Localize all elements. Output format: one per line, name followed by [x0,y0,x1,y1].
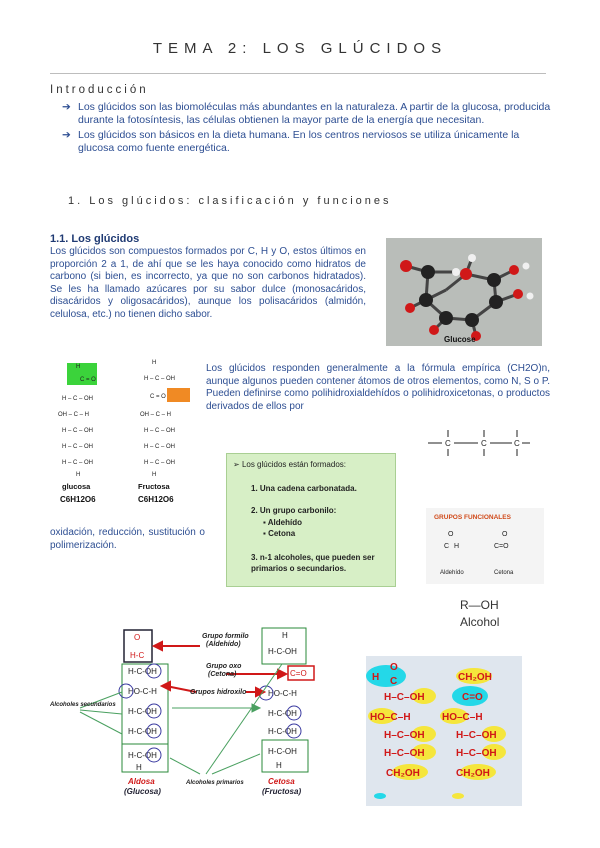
linear-structures [40,356,190,514]
aldosa-glucosa: (Glucosa) [124,787,161,796]
section-heading: 1. Los glúcidos: clasificación y funciones [68,195,392,207]
svg-text:C=O: C=O [290,669,307,678]
glucosa-label: glucosa [62,482,91,491]
svg-text:H-C-OH: H-C-OH [268,747,297,756]
composition-item-1: 1. Una cadena carbonatada. [251,484,357,493]
carbon-chain [420,428,530,498]
svg-text:H-C-OH: H-C-OH [268,647,297,656]
fructosa-formula: C6H12O6 [138,495,174,504]
svg-text:HO–C–H: HO–C–H [370,712,411,723]
svg-text:CH₂OH: CH₂OH [456,768,490,779]
svg-text:HO-C-H: HO-C-H [268,689,297,698]
composition-lead: ➢ Los glúcidos están formados: [233,460,346,469]
svg-text:OH – C – H: OH – C – H [140,412,172,418]
svg-text:H–C–OH: H–C–OH [384,748,425,759]
glucosa-formula: C6H12O6 [60,495,96,504]
svg-text:H – C – OH: H – C – OH [62,460,94,466]
hidroxilo-label: Grupos hidroxilo [190,689,247,696]
svg-text:C=O: C=O [494,543,509,550]
svg-text:C: C [444,543,450,550]
composition-sub-b: ▪ Cetona [263,529,296,538]
aldosa-label: Aldosa [128,777,155,786]
page-title: TEMA 2: LOS GLÚCIDOS [152,40,448,57]
composition-sub-a: ▪ Aldehído [263,518,302,527]
svg-text:H: H [454,543,460,550]
svg-text:HO-C-H: HO-C-H [128,687,157,696]
grupos-title: GRUPOS FUNCIONALES [434,514,511,521]
svg-text:H: H [152,360,157,366]
svg-text:H – C – OH: H – C – OH [62,396,94,402]
oxo-cetona: (Cetona) [208,671,237,678]
svg-text:CH₂OH: CH₂OH [458,672,492,683]
svg-text:H – C – OH: H – C – OH [144,460,176,466]
title-divider [50,73,546,74]
composition-item-2: 2. Un grupo carbonilo: [251,506,337,515]
alcohol-formula: R—OH [460,598,499,612]
svg-text:H-C-OH: H-C-OH [268,709,297,718]
svg-text:C: C [445,439,451,448]
svg-text:O: O [502,531,508,538]
svg-text:O: O [134,633,141,642]
fructosa-label: Fructosa [138,482,170,491]
formilo-aldehido: (Aldehído) [206,641,241,648]
aldosa-cetosa-diagram [50,624,340,804]
svg-text:H: H [282,631,288,640]
svg-text:H – C – OH: H – C – OH [62,444,94,450]
svg-text:H: H [136,763,142,772]
arrow-icon: ➔ [62,129,71,141]
paragraph-derivados: oxidación, reducción, sustitución o polimerización. [50,527,205,551]
alcohol-label: Alcohol [460,615,500,629]
svg-text:OH – C – H: OH – C – H [58,412,90,418]
formilo-label: Grupo formilo [202,633,249,640]
cetosa-fructosa: (Fructosa) [262,787,302,796]
svg-text:H: H [372,672,380,683]
svg-text:H – C – OH: H – C – OH [144,376,176,382]
svg-text:H-C: H-C [130,651,145,660]
composition-item-3: 3. n-1 alcoholes, que pueden ser primarios o secundarios. [251,553,375,573]
paragraph-glucidos: Los glúcidos son compuestos formados por C, H y O, estos últimos en proporción 2 a 1, de ahí que se les haya conocido como hidratos de carbono (si bien, es incorrecto, ya que no son carbonos hidratados). Se les ha llamado azúcares por su sabor dulce (monosacáridos, disacáridos y oligosacáridos), aunque los polisacáridos (almidón, celulosa, etc.) no tienen dicho sabor. [50,246,366,320]
cetosa-label: Cetosa [268,777,295,786]
svg-text:C = O: C = O [80,377,96,383]
oxo-label: Grupo oxo [206,663,242,670]
alc-prim-label: Alcoholes primarios [186,780,244,786]
subsection-heading: 1.1. Los glúcidos [50,233,140,245]
grupos-funcionales [426,508,544,584]
svg-text:H: H [76,364,81,370]
composition-box [226,453,396,587]
svg-text:H–C–OH: H–C–OH [384,692,425,703]
svg-text:C: C [390,676,398,687]
intro-bullet: ➔ Los glúcidos son básicos en la dieta humana. En los centros nerviosos se utiliza únicamente la glucosa como fuente energética. [62,129,520,154]
glucose-3d-label: Glucose [444,335,476,344]
svg-text:H-C-OH: H-C-OH [268,727,297,736]
svg-text:H – C – OH: H – C – OH [144,428,176,434]
svg-text:HO–C–H: HO–C–H [442,712,483,723]
svg-text:O: O [448,531,454,538]
svg-text:C: C [514,439,520,448]
cetona-label: Cetona [494,570,514,576]
svg-text:O: O [390,662,398,673]
alc-sec-label: Alcoholes secundarios [50,702,116,708]
svg-text:H-C-OH: H-C-OH [128,707,157,716]
svg-text:C: C [481,439,487,448]
glucose-3d-model [386,238,542,346]
svg-text:C=O: C=O [462,692,483,703]
svg-text:H – C – OH: H – C – OH [62,428,94,434]
svg-text:H–C–OH: H–C–OH [384,730,425,741]
svg-text:H-C-OH: H-C-OH [128,751,157,760]
arrow-icon: ➔ [62,101,71,113]
ketone-highlight [167,388,190,402]
intro-bullets [60,101,552,157]
svg-text:H: H [152,472,157,478]
aldehido-label: Aldehído [440,570,464,576]
svg-text:H – C – OH: H – C – OH [144,444,176,450]
svg-text:H–C–OH: H–C–OH [456,748,497,759]
colored-structures [366,656,522,806]
intro-bullet: ➔ Los glúcidos son las biomoléculas más abundantes en la naturaleza. A partir de la glucosa, producida durante la fotosíntesis, las células obtienen la mayor parte de la energía que necesitan. [62,101,551,126]
svg-text:H: H [276,761,282,770]
svg-text:H: H [76,472,81,478]
svg-text:H–C–OH: H–C–OH [456,730,497,741]
paragraph-formula: Los glúcidos responden generalmente a la fórmula empírica (CH2O)n, aunque algunos pueden contener átomos de otros elementos, como N, S o P. Pueden definirse como polihidroxialdehídos o polihidroxicetonas, o productos derivados de ellos por [206,363,550,412]
svg-text:CH₂OH: CH₂OH [386,768,420,779]
intro-heading: Introducción [50,84,149,96]
svg-text:H-C-OH: H-C-OH [128,727,157,736]
svg-text:C = O: C = O [150,394,166,400]
svg-text:H-C-OH: H-C-OH [128,667,157,676]
